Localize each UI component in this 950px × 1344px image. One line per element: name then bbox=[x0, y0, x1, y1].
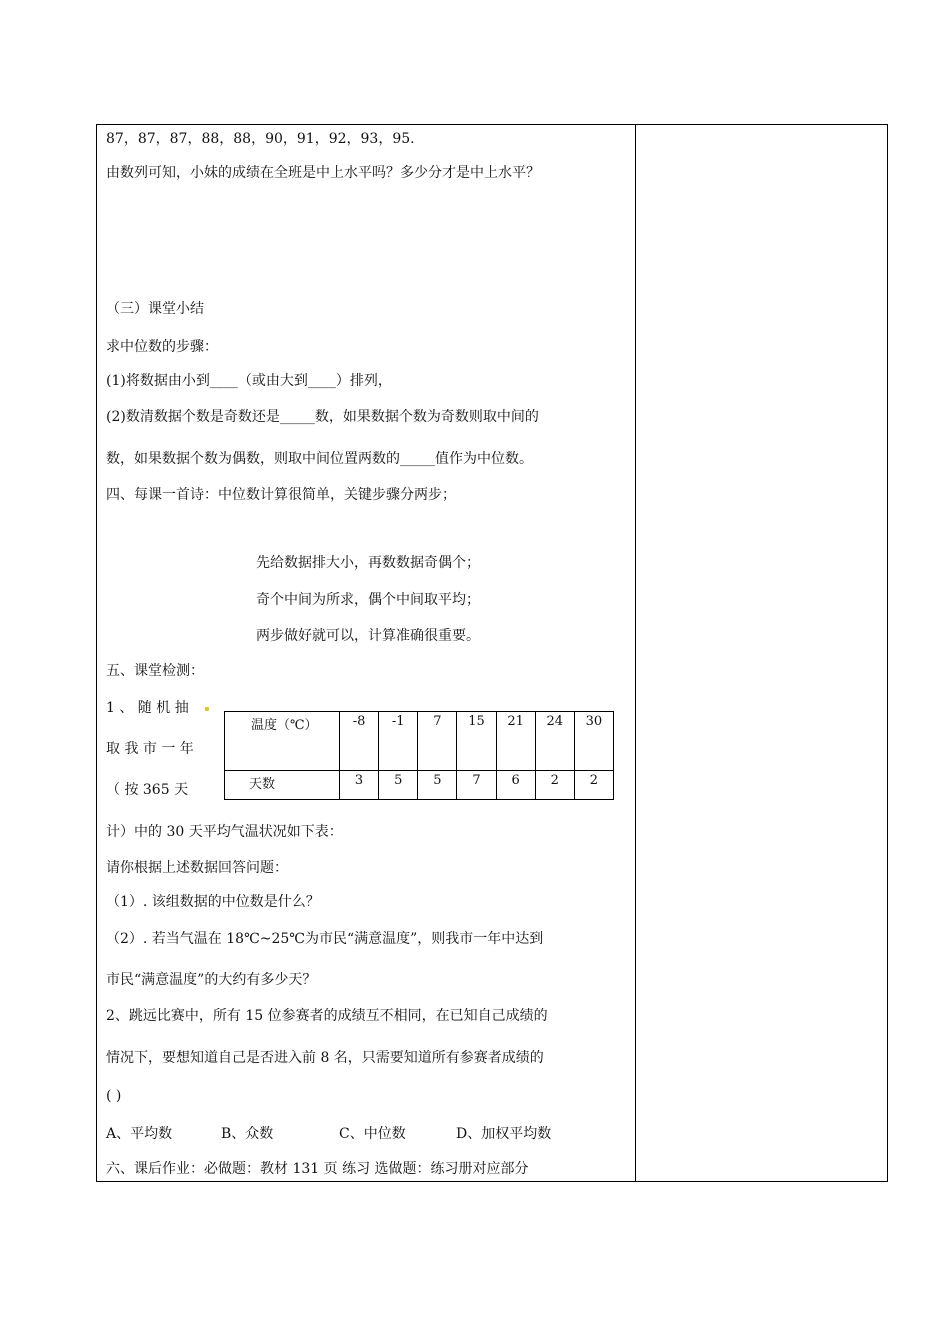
temp-cell: 24 bbox=[535, 712, 574, 771]
temp-cell: -1 bbox=[379, 712, 418, 771]
q1-line-b: 取 我 市 一 年 bbox=[106, 741, 194, 757]
step-1: (1)将数据由小到____（或由大到____）排列， bbox=[106, 373, 392, 389]
days-cell: 5 bbox=[418, 771, 457, 800]
days-cell: 2 bbox=[574, 771, 613, 800]
temperature-header: 温度（℃） bbox=[225, 712, 340, 771]
temp-cell: -8 bbox=[340, 712, 379, 771]
answer-prompt: 请你根据上述数据回答问题： bbox=[106, 860, 288, 876]
poem-line-3: 两步做好就可以，计算准确很重要。 bbox=[256, 628, 480, 644]
option-c: C、中位数 bbox=[339, 1126, 406, 1142]
poem-heading: 四、每课一首诗：中位数计算很简单，关键步骤分两步； bbox=[106, 487, 456, 503]
days-cell: 3 bbox=[340, 771, 379, 800]
temp-cell: 30 bbox=[574, 712, 613, 771]
question-text: 由数列可知，小妹的成绩在全班是中上水平吗？多少分才是中上水平？ bbox=[106, 165, 540, 181]
days-cell: 7 bbox=[457, 771, 496, 800]
highlight-mark bbox=[205, 707, 209, 711]
step-2: (2)数清数据个数是奇数还是_____数，如果数据个数为奇数则取中间的 bbox=[106, 409, 539, 425]
q1-line-c: （ 按 365 天 bbox=[106, 782, 189, 798]
option-d: D、加权平均数 bbox=[456, 1126, 552, 1142]
section-summary-heading: （三）课堂小结 bbox=[106, 301, 204, 317]
days-cell: 5 bbox=[379, 771, 418, 800]
days-cell: 2 bbox=[535, 771, 574, 800]
sub-question-1: （1）. 该组数据的中位数是什么？ bbox=[106, 894, 320, 910]
steps-heading: 求中位数的步骤： bbox=[106, 339, 218, 355]
days-row bbox=[225, 771, 614, 800]
homework-line: 六、课后作业：必做题：教材 131 页 练习 选做题：练习册对应部分 bbox=[106, 1161, 529, 1177]
question-2: 2、跳远比赛中，所有 15 位参赛者的成绩互不相同，在已知自己成绩的 bbox=[106, 1008, 548, 1024]
step-2-cont: 数，如果数据个数为偶数，则取中间位置两数的_____值作为中位数。 bbox=[106, 451, 533, 467]
data-sequence: 87，87，87，88，88，90，91，92，93，95. bbox=[106, 131, 415, 147]
temperature-table bbox=[224, 711, 614, 800]
question-2-cont: 情况下，要想知道自己是否进入前 8 名，只需要知道所有参赛者成绩的 bbox=[106, 1050, 544, 1066]
section-check-heading: 五、课堂检测： bbox=[106, 663, 204, 679]
poem-line-1: 先给数据排大小，再数数据奇偶个； bbox=[256, 555, 480, 571]
poem-line-2: 奇个中间为所求，偶个中间取平均； bbox=[256, 592, 480, 608]
option-a: A、平均数 bbox=[106, 1126, 173, 1142]
q1-line-a: 1 、 随 机 抽 bbox=[106, 700, 189, 716]
temperature-row bbox=[225, 712, 614, 771]
answer-blank: ( ) bbox=[106, 1088, 122, 1104]
days-cell: 6 bbox=[496, 771, 535, 800]
temp-cell: 15 bbox=[457, 712, 496, 771]
temp-cell: 7 bbox=[418, 712, 457, 771]
sub-question-2-cont: 市民“满意温度”的大约有多少天？ bbox=[106, 972, 317, 988]
column-divider bbox=[635, 124, 636, 1182]
sub-question-2: （2）. 若当气温在 18℃~25℃为市民“满意温度”，则我市一年中达到 bbox=[106, 931, 544, 947]
q1-line-d: 计）中的 30 天平均气温状况如下表： bbox=[106, 824, 343, 840]
days-header: 天数 bbox=[225, 771, 340, 800]
temp-cell: 21 bbox=[496, 712, 535, 771]
option-b: B、众数 bbox=[221, 1126, 274, 1142]
